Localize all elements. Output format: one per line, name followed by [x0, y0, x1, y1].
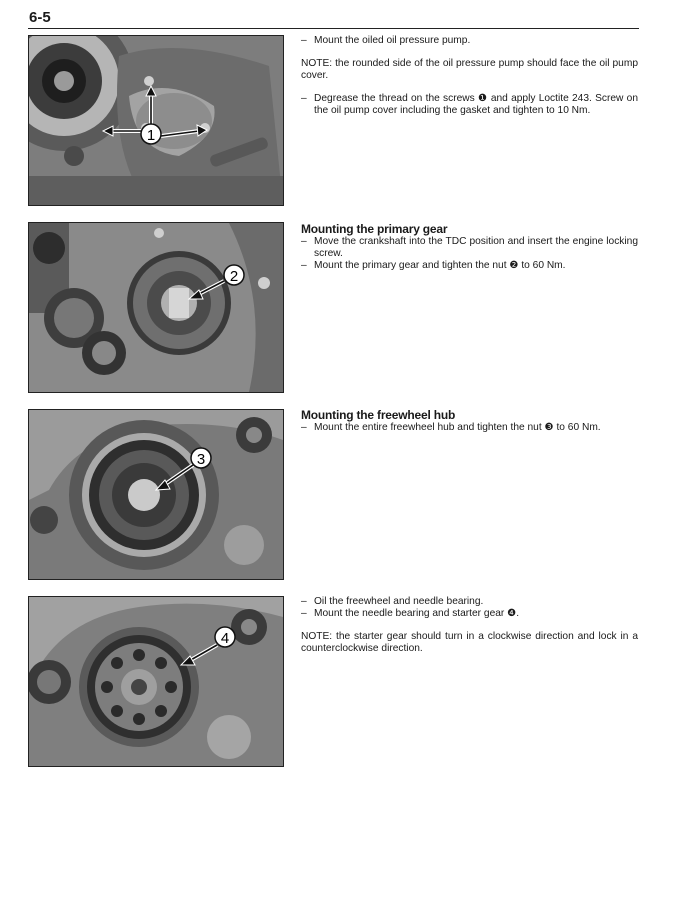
- instruction-item: [301, 35, 638, 47]
- section-heading: Mounting the primary gear: [301, 222, 448, 236]
- dash-bullet: –: [301, 422, 307, 433]
- section-heading: Mounting the freewheel hub: [301, 408, 456, 422]
- dash-bullet: –: [301, 596, 307, 607]
- instruction-text: Mount the oiled oil pressure pump.: [314, 35, 471, 46]
- dash-bullet: –: [301, 260, 307, 271]
- dash-bullet: –: [301, 35, 307, 46]
- paragraph-gap: [301, 47, 638, 58]
- freewheel-hub-photo-graphic: [29, 410, 283, 579]
- instruction-text: Degrease the thread on the screws ❶ and apply Loctite 243. Screw on the oil pump cover including the gasket and tighten to 10 Nm.: [314, 93, 638, 116]
- photo-starter-gear: [28, 596, 284, 767]
- photo-primary-gear: [28, 222, 284, 393]
- dash-bullet: –: [301, 608, 307, 619]
- instruction-item: [301, 236, 638, 260]
- callout-3: 3: [196, 451, 206, 468]
- starter-gear-photo-graphic: [29, 597, 283, 766]
- instruction-item: [301, 422, 638, 434]
- instruction-item: [301, 93, 638, 117]
- primary-gear-photo-graphic: [29, 223, 283, 392]
- dash-bullet: –: [301, 93, 307, 104]
- header-rule: [28, 28, 639, 29]
- section-primary-gear-text: [301, 222, 638, 272]
- instruction-item: [301, 596, 638, 608]
- instruction-text: Mount the primary gear and tighten the nut ❷ to 60 Nm.: [314, 260, 566, 271]
- instruction-item: [301, 260, 638, 272]
- section-freewheel-hub-text: [301, 408, 638, 434]
- dash-bullet: –: [301, 236, 307, 247]
- paragraph-gap: [301, 82, 638, 93]
- instruction-item: [301, 608, 638, 620]
- instruction-text: Mount the entire freewheel hub and tighten the nut ❸ to 60 Nm.: [314, 422, 601, 433]
- section-starter-gear-text: [301, 596, 638, 655]
- instruction-text: Move the crankshaft into the TDC position and insert the engine locking screw.: [314, 236, 638, 259]
- paragraph-gap: [301, 620, 638, 631]
- page-number: 6-5: [29, 9, 51, 26]
- note-paragraph: NOTE: the starter gear should turn in a clockwise direction and lock in a counterclockwise direction.: [301, 631, 638, 654]
- photo-oil-pump: [28, 35, 284, 206]
- callout-2: 2: [229, 268, 239, 285]
- section-oil-pump-text: [301, 35, 638, 117]
- photo-freewheel-hub: [28, 409, 284, 580]
- oil-pump-photo-graphic: [29, 36, 283, 205]
- instruction-text: Oil the freewheel and needle bearing.: [314, 596, 484, 607]
- callout-1: 1: [146, 127, 156, 144]
- callout-4: 4: [220, 630, 230, 647]
- instruction-text: Mount the needle bearing and starter gear ❹.: [314, 608, 520, 619]
- note-paragraph: NOTE: the rounded side of the oil pressure pump should face the oil pump cover.: [301, 58, 638, 81]
